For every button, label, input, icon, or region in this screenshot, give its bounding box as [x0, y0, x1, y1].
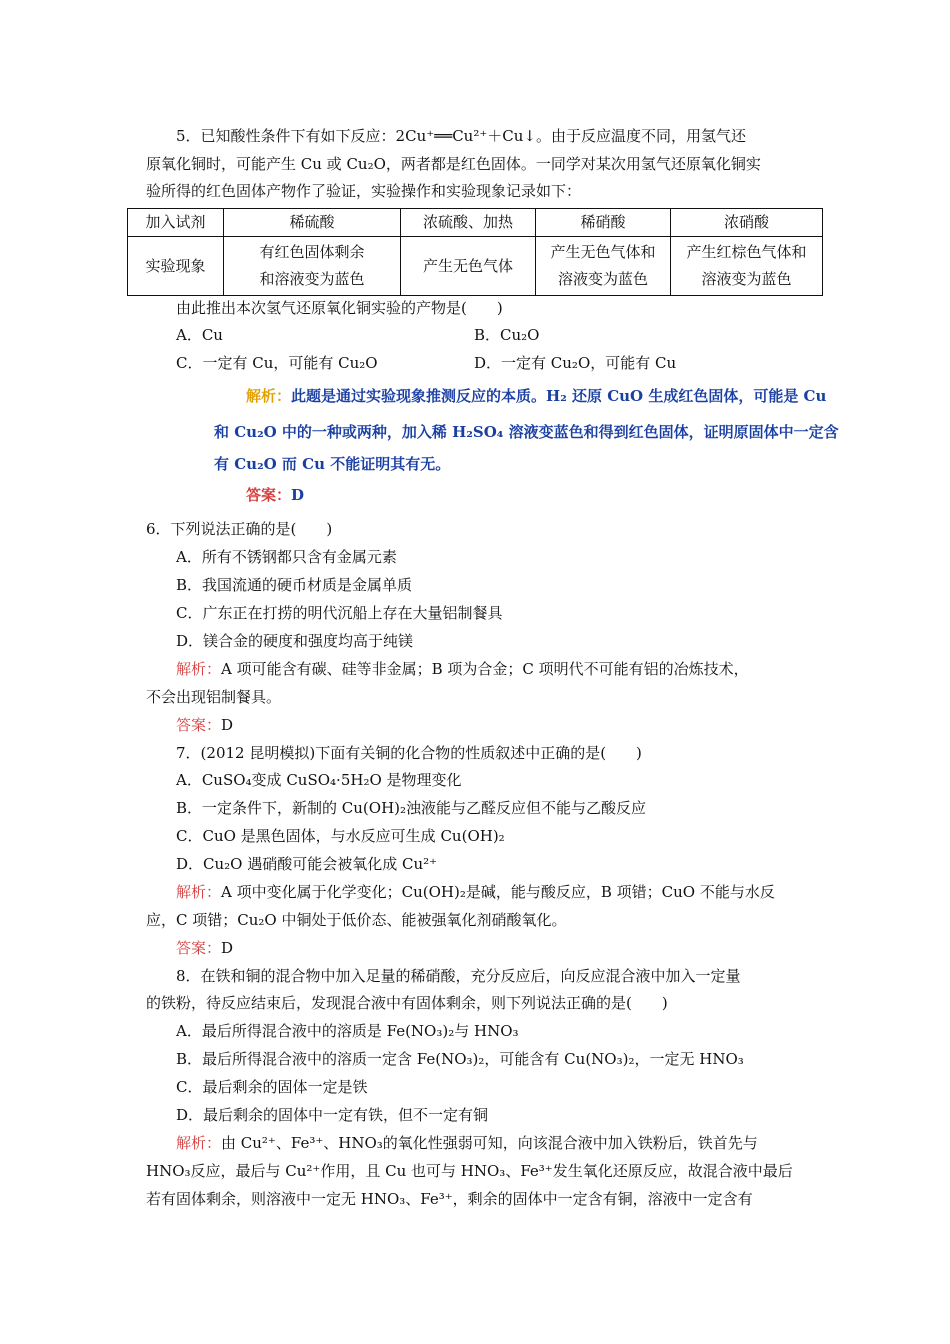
q8-option-b: B．最后所得混合液中的溶质一定含 Fe(NO₃)₂，可能含有 Cu(NO₃)₂，一定无 HNO₃: [176, 1050, 744, 1068]
table-cell: [224, 237, 401, 296]
table-cell: [536, 237, 671, 296]
cell-line: 产生无色气体: [422, 256, 513, 275]
q5-stem-line3: 验所得的红色固体产物作了验证，实验操作和实验现象记录如下：: [146, 182, 582, 200]
cell-line: 溶液变为蓝色: [557, 270, 648, 288]
analysis-text: 由 Cu²⁺、Fe³⁺、HNO₃的氧化性强弱可知，向该混合液中加入铁粉后，铁首先与: [221, 1134, 758, 1152]
table-header-cell: 加入试剂: [128, 209, 224, 237]
answer-value: D: [221, 939, 234, 957]
q7-option-c: C．CuO 是黑色固体，与水反应可生成 Cu(OH)₂: [176, 827, 505, 845]
table-header-cell: 稀硫酸: [224, 209, 401, 237]
q5-question: 由此推出本次氢气还原氧化铜实验的产物是( ): [176, 299, 503, 317]
cell-line: 和溶液变为蓝色: [259, 270, 365, 288]
analysis-label: 解析：: [176, 660, 222, 678]
cell-line: 溶液变为蓝色: [701, 270, 792, 288]
q6-answer: [176, 715, 233, 735]
q6-option-a: A．所有不锈钢都只含有金属元素: [176, 548, 397, 566]
table-row-label: 实验现象: [128, 237, 224, 296]
q6-analysis-line2: 不会出现铝制餐具。: [146, 688, 282, 706]
q5-stem-line1: 5．已知酸性条件下有如下反应：2Cu⁺══Cu²⁺＋Cu↓。由于反应温度不同，用氢气还: [176, 127, 746, 145]
q6-option-c: C．广东正在打捞的明代沉船上存在大量铝制餐具: [176, 604, 503, 622]
q7-analysis-line1: [176, 882, 775, 902]
analysis-label: 解析：: [246, 387, 292, 405]
analysis-text: 此题是通过实验现象推测反应的本质。H₂ 还原 CuO 生成红色固体，可能是 Cu: [291, 387, 827, 405]
table-header-cell: 浓硝酸: [671, 209, 823, 237]
q8-option-d: D．最后剩余的固体中一定有铁，但不一定有铜: [176, 1106, 489, 1124]
q5-analysis-line2: 和 Cu₂O 中的一种或两种，加入稀 H₂SO₄ 溶液变蓝色和得到红色固体，证明原固体中一定含: [214, 423, 839, 441]
q6-option-d: D．镁合金的硬度和强度均高于纯镁: [176, 632, 414, 650]
answer-label: 答案：: [176, 939, 222, 957]
q5-answer: [246, 485, 304, 505]
answer-label: 答案：: [246, 486, 292, 504]
table-header-cell: 稀硝酸: [536, 209, 671, 237]
analysis-label: 解析：: [176, 883, 222, 901]
q5-option-c: C．一定有 Cu，可能有 Cu₂O: [176, 354, 378, 372]
q7-option-b: B．一定条件下，新制的 Cu(OH)₂浊液能与乙醛反应但不能与乙酸反应: [176, 799, 647, 817]
q7-option-a: A．CuSO₄变成 CuSO₄·5H₂O 是物理变化: [176, 771, 462, 789]
table-cell: [401, 237, 536, 296]
answer-value: D: [291, 486, 305, 504]
q6-option-b: B．我国流通的硬币材质是金属单质: [176, 576, 413, 594]
q8-option-c: C．最后剩余的固体一定是铁: [176, 1078, 368, 1096]
q6-analysis-line1: [176, 659, 749, 679]
answer-label: 答案：: [176, 716, 222, 734]
q7-stem: 7．(2012 昆明模拟)下面有关铜的化合物的性质叙述中正确的是( ): [176, 744, 642, 762]
q5-option-d: D．一定有 Cu₂O，可能有 Cu: [474, 354, 677, 372]
cell-line: 产生红棕色气体和: [686, 243, 807, 261]
q8-analysis-line2: HNO₃反应，最后与 Cu²⁺作用，且 Cu 也可与 HNO₃、Fe³⁺发生氧化还原反应，故混合液中最后: [146, 1162, 793, 1180]
q8-analysis-line3: 若有固体剩余，则溶液中一定无 HNO₃、Fe³⁺，剩余的固体中一定含有铜，溶液中一定含有: [146, 1190, 753, 1208]
q5-analysis-line3: 有 Cu₂O 而 Cu 不能证明其有无。: [214, 455, 451, 473]
table-header-cell: 浓硫酸、加热: [401, 209, 536, 237]
analysis-text: A 项中变化属于化学变化；Cu(OH)₂是碱，能与酸反应，B 项错；CuO 不能与水反: [221, 883, 775, 901]
q7-answer: [176, 938, 233, 958]
q8-analysis-line1: [176, 1133, 758, 1153]
answer-value: D: [221, 716, 234, 734]
q8-stem-line1: 8．在铁和铜的混合物中加入足量的稀硝酸，充分反应后，向反应混合液中加入一定量: [176, 967, 741, 985]
analysis-text: A 项可能含有碳、硅等非金属；B 项为合金；C 项明代不可能有铝的冶炼技术，: [221, 660, 749, 678]
q7-analysis-line2: 应，C 项错；Cu₂O 中铜处于低价态、能被强氧化剂硝酸氧化。: [146, 911, 567, 929]
table-cell: [671, 237, 823, 296]
cell-line: 产生无色气体和: [550, 243, 656, 261]
q5-option-a: A．Cu: [176, 326, 223, 344]
q8-option-a: A．最后所得混合液中的溶质是 Fe(NO₃)₂与 HNO₃: [176, 1022, 519, 1040]
q8-stem-line2: 的铁粉，待反应结束后，发现混合液中有固体剩余，则下列说法正确的是( ): [146, 994, 668, 1012]
q5-option-b: B．Cu₂O: [474, 326, 540, 344]
q5-analysis-line1: [246, 386, 826, 406]
q6-stem: 6．下列说法正确的是( ): [146, 520, 333, 538]
q5-stem-line2: 原氧化铜时，可能产生 Cu 或 Cu₂O，两者都是红色固体。一同学对某次用氢气还原氧化铜实: [146, 155, 761, 173]
experiment-table: [127, 208, 823, 296]
analysis-label: 解析：: [176, 1134, 222, 1152]
cell-line: 有红色固体剩余: [259, 243, 365, 261]
q7-option-d: D．Cu₂O 遇硝酸可能会被氧化成 Cu²⁺: [176, 855, 438, 873]
